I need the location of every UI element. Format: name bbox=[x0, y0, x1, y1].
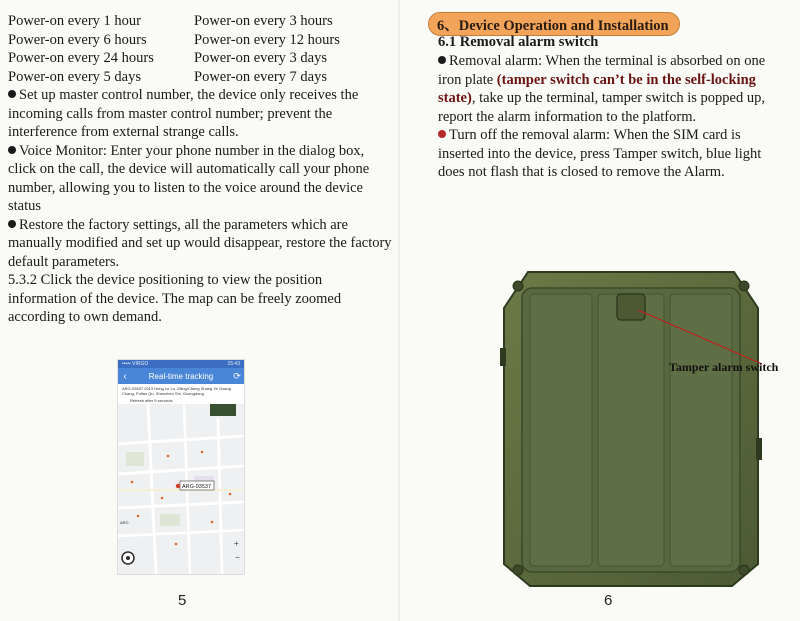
tamper-warning: (tamper switch can’t be in the self-locking state) bbox=[438, 71, 756, 106]
bullet-icon bbox=[8, 220, 16, 228]
power-option: Power-on every 1 hour bbox=[8, 13, 141, 29]
tamper-switch-label: Tamper alarm switch bbox=[669, 360, 779, 374]
left-page bbox=[0, 0, 398, 621]
power-option: Power-on every 5 days bbox=[8, 68, 141, 85]
phone-header bbox=[118, 368, 244, 384]
bullet-icon bbox=[438, 130, 446, 138]
section-heading: 6、Device Operation and Installation bbox=[428, 12, 680, 36]
power-row bbox=[8, 31, 340, 50]
power-schedule-table bbox=[8, 12, 340, 86]
power-option: Power-on every 7 days bbox=[194, 68, 327, 85]
zoom-out-icon: − bbox=[235, 553, 240, 562]
power-option: Power-on every 24 hours bbox=[8, 50, 154, 66]
restore-paragraph: Restore the factory settings, all the parameters which are manually modified and set up would disappear, restore the factory default parameters. bbox=[8, 216, 392, 270]
power-option: Power-on every 3 days bbox=[194, 50, 327, 66]
page-number: 6 bbox=[604, 592, 613, 609]
master-number-paragraph: Set up master control number, the device only receives the incoming calls from master control number; prevent the interference from external strange calls. bbox=[8, 87, 359, 140]
removal-alarm-paragraph: Removal alarm: When the terminal is absorbed on one iron plate (tamper switch can’t be in the self-locking state), take up the terminal, tamper switch is popped up, report the alarm information to the platform. bbox=[438, 53, 766, 125]
power-option: Power-on every 6 hours bbox=[8, 31, 147, 48]
tamper-switch bbox=[617, 294, 645, 320]
bullet-icon bbox=[8, 146, 16, 154]
map-street-label: ARG bbox=[120, 520, 129, 525]
power-row bbox=[8, 49, 340, 68]
power-row bbox=[8, 68, 340, 87]
voice-monitor-paragraph: Voice Monitor: Enter your phone number in the dialog box, click on the call, the device will automatically call your phone number, allowing you to listen to the voice around the device status bbox=[8, 142, 370, 214]
zoom-in-icon: + bbox=[234, 539, 239, 548]
phone-screenshot bbox=[118, 360, 244, 574]
back-icon[interactable]: ‹ bbox=[123, 370, 127, 382]
map-view[interactable] bbox=[118, 404, 244, 574]
right-body-text bbox=[438, 52, 790, 182]
svg-text:ARG-93537: ARG-93537 bbox=[182, 484, 212, 490]
clock-label: 15:43 bbox=[227, 361, 240, 367]
right-page bbox=[400, 0, 800, 621]
power-option: Power-on every 12 hours bbox=[194, 31, 340, 48]
left-body-text bbox=[8, 86, 393, 327]
power-option: Power-on every 3 hours bbox=[194, 13, 333, 29]
refresh-note: Refresh after 9 seconds bbox=[130, 398, 173, 403]
device-photo bbox=[500, 268, 762, 588]
subheading: 6.1 Removal alarm switch bbox=[438, 34, 599, 50]
refresh-icon[interactable]: ⟳ bbox=[233, 370, 241, 381]
carrier-label: ••••• VIRGO bbox=[122, 361, 149, 367]
phone-status-bar bbox=[118, 360, 244, 368]
satellite-thumbnail bbox=[210, 404, 236, 416]
bullet-icon bbox=[8, 90, 16, 98]
power-row bbox=[8, 12, 340, 31]
bullet-icon bbox=[438, 56, 446, 64]
turn-off-paragraph: Turn off the removal alarm: When the SIM card is inserted into the device, press Tamper switch, blue light does not flash that is closed to remove the Alarm. bbox=[438, 127, 762, 180]
device-address: ARG-93537 2013 Hong Le Lu, Ziling/Cheng Shang Ye Guang Chang, Futian Qu, Shenzhen Shi, Guangdong bbox=[122, 386, 231, 396]
phone-title: Real-time tracking bbox=[148, 371, 214, 381]
page-number: 5 bbox=[178, 592, 187, 609]
positioning-paragraph: 5.3.2 Click the device positioning to view the position information of the device. The map can be freely zoomed according to own demand. bbox=[8, 272, 342, 325]
